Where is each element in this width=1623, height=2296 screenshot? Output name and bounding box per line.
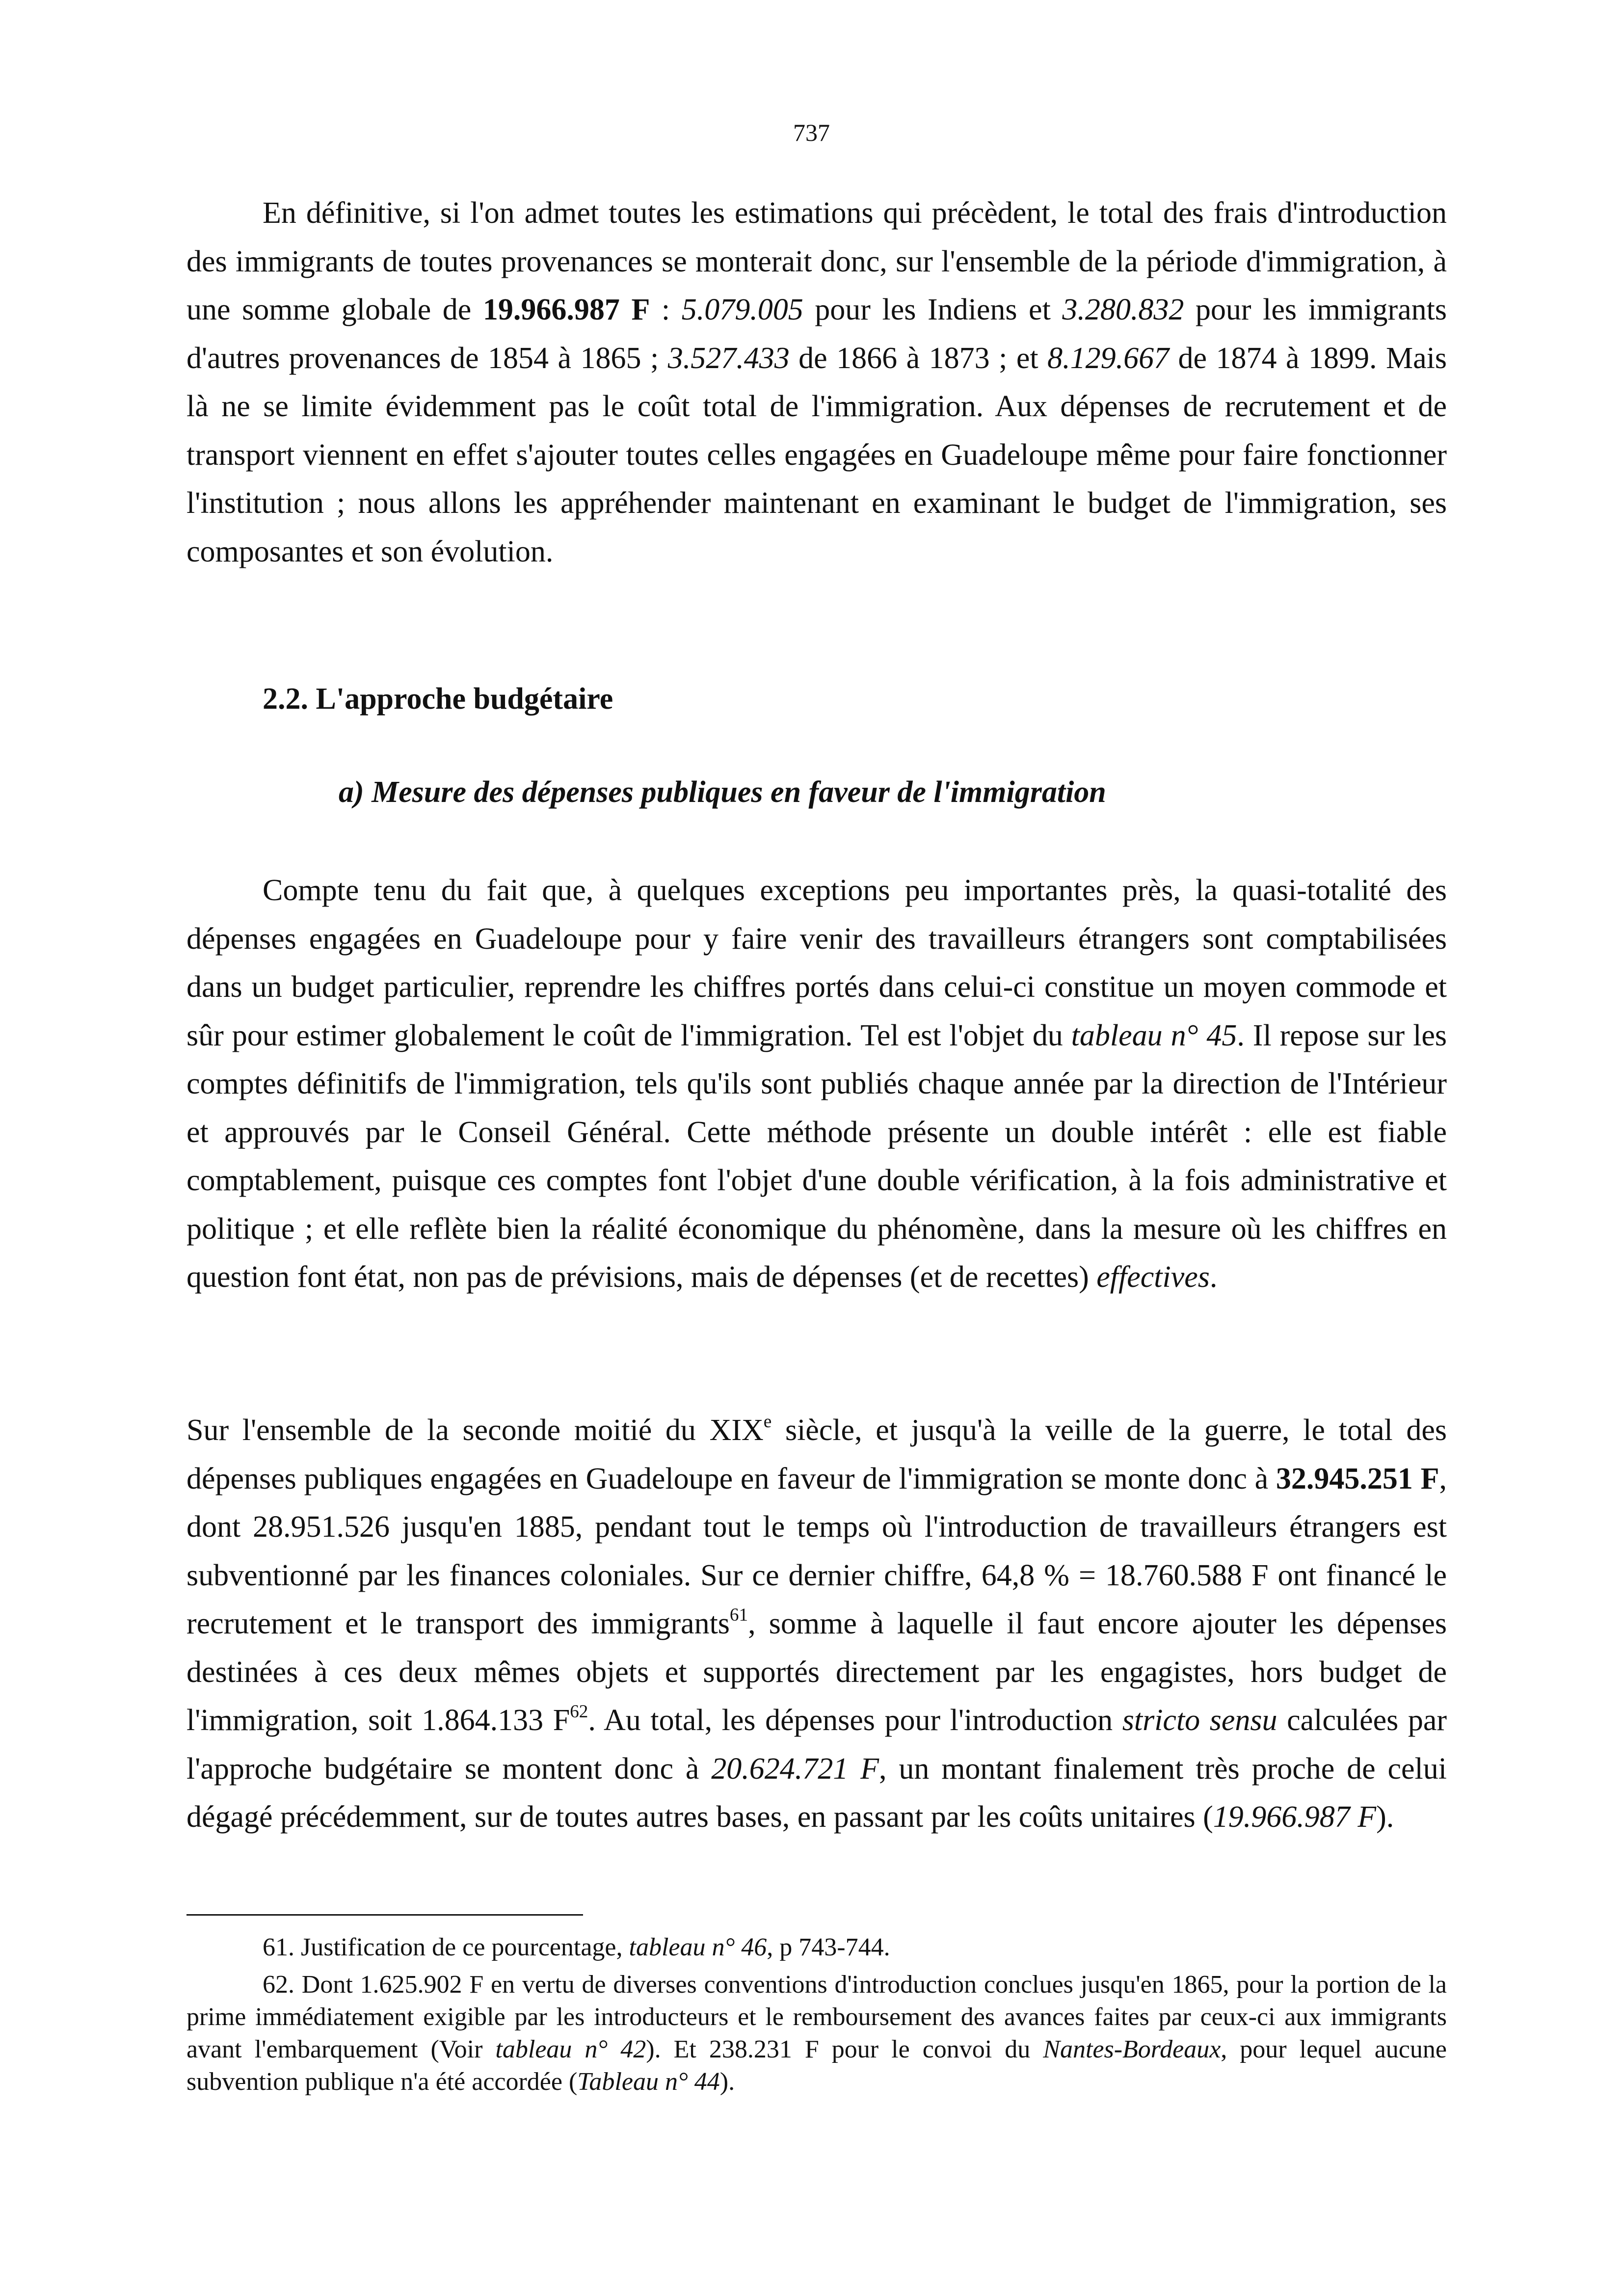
total-amount: 19.966.987 F	[482, 293, 650, 326]
total-amount: 32.945.251 F	[1276, 1462, 1439, 1495]
text-run: , un montant finalement très proche de celui dégagé précédemment, sur de toutes autres bases, en passant par les coûts unitaires (	[186, 1752, 1447, 1834]
emphasis: stricto sensu	[1122, 1704, 1277, 1737]
text-run: de 1874 à 1899. Mais là ne se limite évidemment pas le coût total de l'immigration. Aux dépenses de recrutement et de transport viennent en effet s'ajouter toutes celles engagées en Guadeloupe même pour faire fonctionner l'institution ; nous allons les appréhender maintenant en examinant le budget de l'immigration, ses composantes et son évolution.	[186, 341, 1447, 568]
amount-indiens: 5.079.005	[681, 293, 803, 326]
emphasis: effectives	[1096, 1260, 1210, 1294]
text-run: . Au total, les dépenses pour l'introduction	[588, 1704, 1122, 1737]
text-run: ).	[1376, 1800, 1394, 1834]
text-run: 61. Justification de ce pourcentage,	[263, 1933, 629, 1961]
superscript: e	[763, 1411, 772, 1432]
text-run: , dont 28.951.526 jusqu'en 1885, pendant tout le temps où l'introduction de travailleurs étrangers est subventionné par les finances coloniales. Sur ce dernier chiffre, 64,8 % = 18.760.588 F ont financé le recrutement et le transport des immigrants	[186, 1462, 1447, 1640]
text-run: . Il repose sur les comptes définitifs de l'immigration, tels qu'ils sont publiés chaque année par la direction de l'Intérieur et approuvés par le Conseil Général. Cette méthode présente un double intérêt : elle est fiable comptablement, puisque ces comptes font l'objet d'une double vérification, à la fois administrative et politique ; et elle reflète bien la réalité économique du phénomène, dans la mesure où les chiffres en question font état, non pas de prévisions, mais de dépenses (et de recettes)	[186, 1018, 1447, 1294]
page-number: 737	[793, 119, 830, 146]
amount-autres: 3.280.832	[1062, 293, 1184, 326]
table-reference: tableau n° 46	[629, 1933, 767, 1961]
footnotes	[186, 1931, 1447, 2103]
table-reference: tableau n° 45	[1071, 1018, 1237, 1052]
text-run: ).	[719, 2068, 735, 2096]
text-run: Compte tenu du fait que, à quelques exceptions peu importantes près, la quasi-totalité des dépenses engagées en Guadeloupe pour y faire venir des travailleurs étrangers sont comptabilisées dans un budget particulier, reprendre les chiffres portés dans celui-ci constitue un moyen commode et sûr pour estimer globalement le coût de l'immigration. Tel est l'objet du	[186, 874, 1447, 1052]
amount-1866: 3.527.433	[667, 341, 790, 375]
text-run: Sur l'ensemble de la seconde moitié du XIX	[186, 1414, 764, 1447]
footnote-marker-61[interactable]: 61	[729, 1604, 748, 1625]
text-run: pour les immigrants d'autres provenances de 1854 à 1865 ;	[186, 293, 1447, 375]
text-run: calculées par l'approche budgétaire se montent donc à	[186, 1704, 1447, 1786]
paragraph-methode	[186, 866, 1447, 1302]
paragraph-depenses-publiques	[186, 1406, 1447, 1842]
text-run: ). Et 238.231 F pour le convoi du	[646, 2035, 1043, 2063]
text-run: siècle, et jusqu'à la veille de la guerre, le total des dépenses publiques engagées en Guadeloupe en faveur de l'immigration se monte donc à	[186, 1414, 1447, 1495]
text-run: , pour lequel aucune subvention publique n'a été accordée (	[186, 2035, 1447, 2096]
ship-name: Nantes-Bordeaux	[1043, 2035, 1221, 2063]
footnote-marker-62[interactable]: 62	[570, 1701, 588, 1722]
footnote-62	[186, 1969, 1447, 2098]
amount-budgetaire: 20.624.721 F	[711, 1752, 879, 1786]
text-run: :	[650, 293, 682, 326]
text-run: pour les Indiens et	[803, 293, 1063, 326]
text-run: 62. Dont 1.625.902 F en vertu de diverses conventions d'introduction conclues jusqu'en 1865, pour la portion de la prime immédiatement exigible par les introducteurs et le remboursement des avances faites par ceux-ci aux immigrants avant l'embarquement (Voir	[186, 1971, 1447, 2063]
text-run: .	[1209, 1260, 1218, 1294]
subsection-heading: a) Mesure des dépenses publiques en faveur de l'immigration	[339, 775, 1106, 809]
amount-1874: 8.129.667	[1047, 341, 1170, 375]
paragraph-total-frais	[186, 189, 1447, 576]
footnote-separator	[186, 1914, 583, 1916]
text-run: , somme à laquelle il faut encore ajouter les dépenses destinées à ces deux mêmes objets et supportés directement par les engagistes, hors budget de l'immigration, soit 1.864.133 F	[186, 1607, 1447, 1737]
text-run: En définitive, si l'on admet toutes les estimations qui précèdent, le total des frais d'introduction des immigrants de toutes provenances se monterait donc, sur l'ensemble de la période d'immigration, à une somme globale de	[186, 196, 1447, 326]
footnote-61	[186, 1931, 1447, 1964]
amount-reference: 19.966.987 F	[1213, 1800, 1377, 1834]
table-reference: Tableau n° 44	[577, 2068, 720, 2096]
section-heading: 2.2. L'approche budgétaire	[263, 682, 613, 716]
text-run: , p 743-744.	[767, 1933, 890, 1961]
table-reference: tableau n° 42	[495, 2035, 646, 2063]
text-run: de 1866 à 1873 ; et	[789, 341, 1048, 375]
